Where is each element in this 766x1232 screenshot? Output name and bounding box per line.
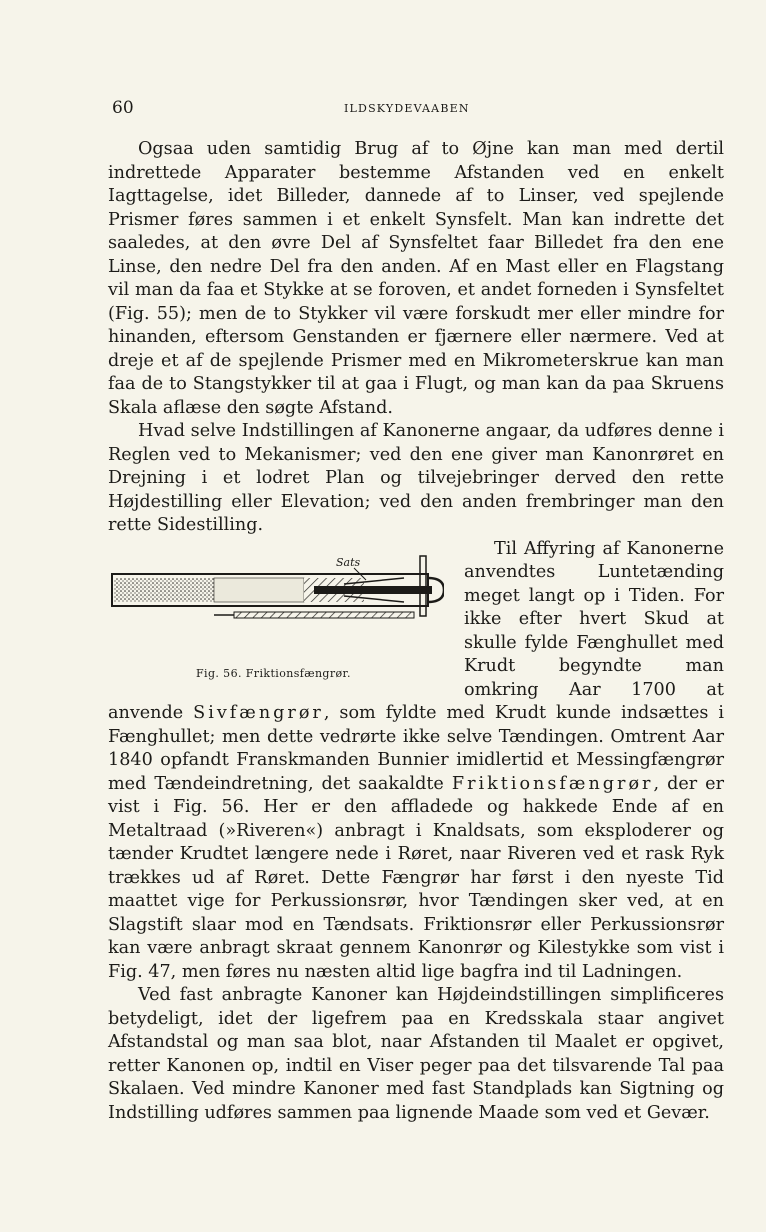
page-header [112,98,722,122]
term-friktionsfaengror: Friktionsfængrør [451,773,654,794]
paragraph-aiming [108,420,724,538]
body-text [108,138,724,1125]
figure-label-sats: Sats [336,555,361,569]
paragraph-firing-text-c: , der er vist i Fig. 56. Her er den affladede og hakkede Ende af en Metaltraad (»Riveren«) anbragt i Knaldsats, som eksploderer og tænder Krudtet længere nede i Røret, naar Riveren ved et rask Ryk trækkes ud af Røret. Dette Fængrør har først i den nyeste Tid maattet vige for Perkussionsrør, hvor Tændingen sker ved, at en Slagstift slaar mod en Tændsats. Friktionsrør eller Perkussionsrør kan være anbragt skraat gennem Kanonrør og Kilestykke som vist i Fig. 47, men føres nu næsten altid lige bagfra ind til Ladningen. [108,773,725,982]
running-head: ILDSKYDEVAABEN [344,102,470,115]
paragraph-fixed-guns: Ved fast anbragte Kanoner kan Højdeindstillingen simplificeres betydeligt, idet der ligefrem paa en Kredsskala staar angivet Afstandstal og man saa blot, naar Afstanden til Maalet er opgivet, retter Kanonen op, indtil en Viser peger paa det tilsvarende Tal paa Skalaen. Ved mindre Kanoner med fast Standplads kan Sigtning og Indstilling udføres sammen paa lignende Maade som ved et Gevær. [108,985,724,1123]
friction-primer-illustration [104,554,444,664]
figure-friction-primer [104,540,444,692]
page-number: 60 [112,98,134,118]
paragraph-firing-text-b: , som fyldte med Krudt kunde indsættes i Fænghullet; men dette vedrørte ikke selve Tændingen. Omtrent Aar 1840 opfandt Franskmanden Bunnier imidlertid et Messingfængrør med Tændeindretning, det saakaldte [108,703,725,794]
term-sivfaengror: Sivfængrør [193,703,324,723]
figure-caption: Fig. 56. Friktionsfængrør. [196,666,351,680]
paragraph-rangefinder: Ogsaa uden samtidig Brug af to Øjne kan man med dertil indrettede Apparater bestemme Afstanden ved en enkelt Iagttagelse, idet Billeder, dannede af to Linser, ved spejlende Prismer føres sammen i et enkelt Synsfelt. Man kan indrette det saaledes, at den øvre Del af Synsfeltet faar Billedet fra den ene Linse, den nedre Del fra den anden. Af en Mast eller en Flagstang vil man da faa et Stykke at se foroven, et andet forneden i Synsfeltet (Fig. 55); men de to Stykker vil være forskudt mer eller mindre for hinanden, eftersom Genstanden er fjærnere eller nærmere. Ved at dreje et af de spejlende Prismer med en Mikrometerskrue kan man faa de to Stangstykker til at gaa i Flugt, og man kan da paa Skruens Skala aflæse den søgte Afstand. [108,139,724,418]
paragraph-aiming-text: Hvad selve Indstillingen af Kanonerne angaar, da udføres denne i Reglen ved to Mekanismer; ved den ene giver man Kanonrøret en Drejning i et lodret Plan og tilvejebringer derved den rette Højdestilling eller Elevation; ved den anden frembringer man den rette Sidestilling. [108,421,724,535]
paragraph-firing-text-a: Til Affyring af Kanonerne anvendtes Luntetænding meget langt op i Tiden. For ikke efter hvert Skud at skulle fylde Fænghullet med Krudt begyndte man omkring Aar 1700 at anvende [108,538,724,723]
